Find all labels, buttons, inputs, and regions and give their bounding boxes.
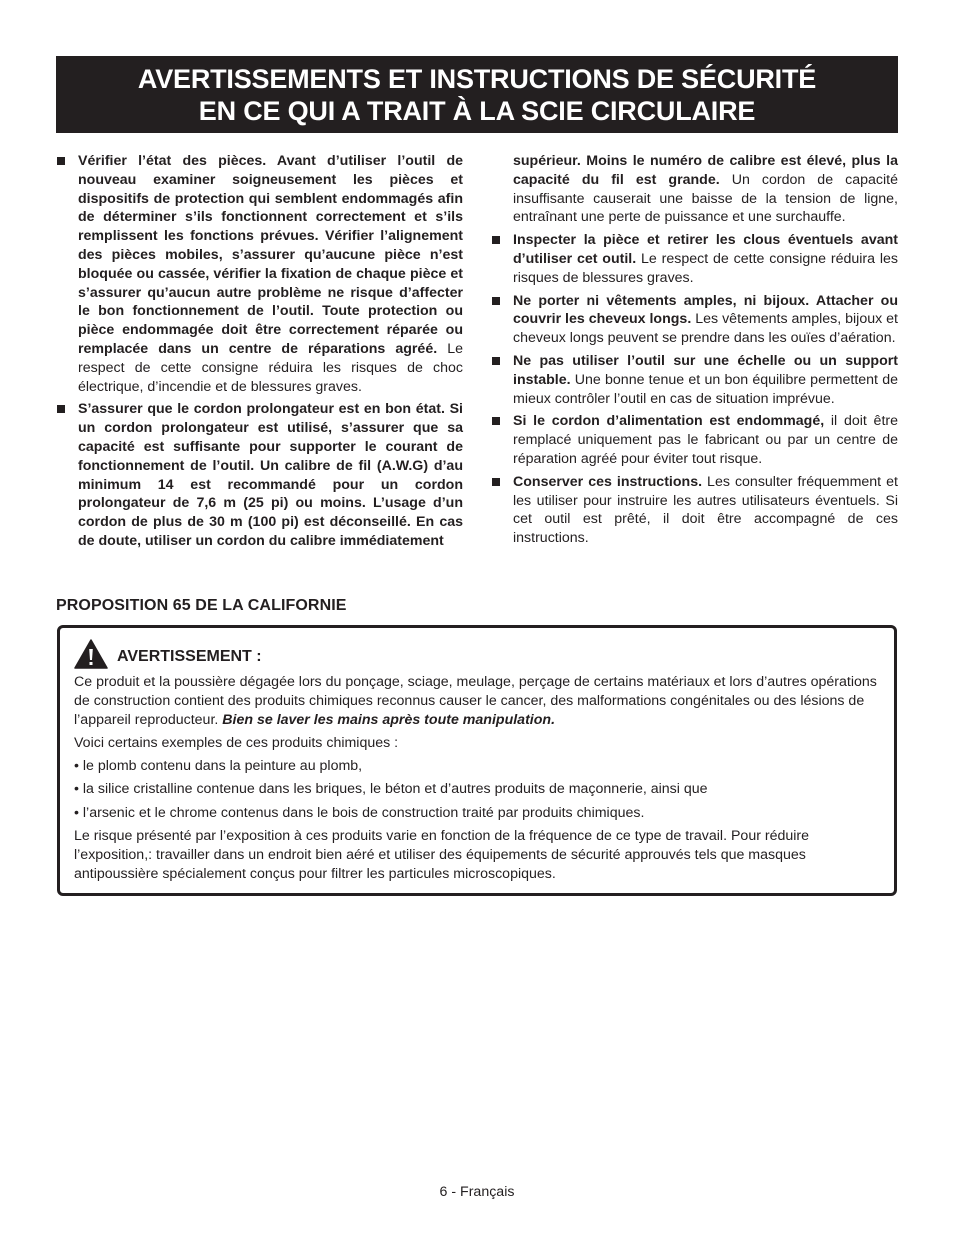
square-bullet-icon [492, 236, 500, 244]
square-bullet-icon [492, 357, 500, 365]
warning-intro-text: Ce produit et la poussière dégagée lors du ponçage, sciage, meulage, perçage de certains matériaux et lors d’autres opérations de construction contient des produits chimiques reconnus causer le cancer, des malformations congénitales ou des lésions de l’appareil reproducteur. [74, 674, 877, 728]
instruction-text: Les vêtements amples, bijoux et cheveux longs peuvent se prendre dans les ouïes d’aération. [513, 311, 899, 347]
square-bullet-icon [492, 417, 500, 425]
warning-emphasis-text: Bien se laver les mains après toute manipulation. [222, 711, 556, 728]
instruction-text: Le respect de cette consigne réduira les risques de choc électrique, d’incendie et de blessures graves. [78, 340, 463, 395]
warning-triangle-icon [74, 639, 108, 669]
instruction-bold-text: supérieur. Moins le numéro de calibre est élevé, plus la capacité du fil est grande. [513, 153, 898, 188]
prop65-section-title: PROPOSITION 65 DE LA CALIFORNIE [56, 597, 347, 614]
right-column [491, 152, 898, 577]
warning-title: AVERTISSEMENT : [117, 648, 262, 665]
warning-intro [74, 673, 888, 729]
instruction-text: Le respect de cette consigne réduira les risques de blessures graves. [513, 250, 899, 286]
warning-bullet-lead: • le plomb contenu dans la peinture au plomb, [74, 758, 363, 775]
square-bullet-icon [492, 478, 500, 486]
page-footer: 6 - Français [439, 1184, 515, 1200]
square-bullet-icon [492, 297, 500, 305]
warning-examples-intro: Voici certains exemples de ces produits chimiques : [74, 734, 399, 751]
square-bullet-icon [57, 405, 65, 413]
instruction-bold-text: Ne pas utiliser l’outil sur une échelle ou un support instable. [513, 352, 898, 388]
instruction-bold-text: Conserver ces instructions. [513, 473, 703, 490]
page-title-banner [56, 56, 898, 133]
instruction-text: il doit être remplacé uniquement pas le fabricant ou par un centre de réparation agréé pour éviter tout risque. [513, 413, 898, 467]
instruction-bold-text: S’assurer que le cordon prolongateur est en bon état. Si un cordon prolongateur est utilisé, s’assurer que sa capacité est suffisante pour supporter le courant de fonctionnement de l’outil. Un calibre de fil (A.W.G) d’au minimum 14 est recommandé pour un cordon prolongateur de 7,6 m (25 pi) ou moins. L’usage d’un cordon de plus de 30 m (100 pi) est déconseillé. En cas de doute, utiliser un cordon du calibre immédiatement [78, 401, 463, 549]
instruction-item-extension-cord-continued [491, 152, 898, 227]
warning-closing: Le risque présenté par l’exposition à ces produits varie en fonction de la fréquence de ce type de travail. Pour réduire l’exposition,: travailler dans un endroit bien aéré et utiliser des équipements de sécurité approuvés tels que masques antipoussière spécialement conçus pour filtrer les particules microscopiques. [74, 828, 810, 882]
warning-header [74, 639, 262, 669]
instruction-item-inspect-workpiece [491, 231, 898, 287]
warning-body [74, 673, 888, 888]
instruction-text: Une bonne tenue et un bon équilibre permettent de mieux contrôler l’outil en cas de situation imprévue. [513, 371, 898, 407]
page-title-line-2: EN CE QUI A TRAIT À LA SCIE CIRCULAIRE [198, 95, 756, 126]
instructions-columns [56, 152, 898, 577]
instruction-item-ladder [491, 352, 898, 408]
warning-bullet-silica: • la silice cristalline contenue dans les briques, le béton et d’autres produits de maçonnerie, ainsi que [74, 781, 708, 798]
instruction-bold-text: Si le cordon d’alimentation est endommagé, [513, 413, 825, 430]
instruction-item-keep-instructions [491, 473, 898, 548]
instruction-item-extension-cord [56, 400, 463, 550]
left-column [56, 152, 463, 577]
instruction-item-power-cord [491, 412, 898, 468]
instruction-item-clothing [491, 292, 898, 348]
instruction-bold-text: Inspecter la pièce et retirer les clous éventuels avant d’utiliser cet outil. [513, 232, 898, 267]
warning-bullet-arsenic: • l’arsenic et le chrome contenus dans le bois de construction traité par produits chimiques. [74, 804, 645, 821]
instruction-bold-text: Ne porter ni vêtements amples, ni bijoux. Attacher ou couvrir les cheveux longs. [513, 292, 898, 328]
instruction-item-check-parts [56, 152, 463, 396]
instruction-text: Un cordon de capacité insuffisante causerait une baisse de la tension de ligne, entraînant une perte de puissance et une surchauffe. [513, 171, 898, 226]
prop65-warning-box [57, 625, 897, 896]
page-title-line-1: AVERTISSEMENTS ET INSTRUCTIONS DE SÉCURITÉ [137, 63, 817, 94]
instruction-text: Les consulter fréquemment et les utiliser pour instruire les autres utilisateurs éventuels. Si cet outil est prêté, il doit être accompagné de ces instructions. [513, 473, 898, 547]
square-bullet-icon [57, 157, 65, 165]
instruction-bold-text: Vérifier l’état des pièces. Avant d’utiliser l’outil de nouveau examiner soigneusement les pièces et dispositifs de protection qui semblent endommagés afin de déterminer s’ils fonctionnent correctement et s’ils remplissent les fonctions prévues. Vérifier l’alignement des pièces mobiles, s’assurer qu’aucune pièce n’est bloquée ou cassée, vérifier la fixation de chaque pièce et s’assurer qu’aucun autre problème ne risque d’affecter le bon fonctionnement de l’outil. Toute protection ou pièce endommagée doit être correctement réparée ou remplacée dans un centre de réparations agréé. [78, 153, 463, 357]
